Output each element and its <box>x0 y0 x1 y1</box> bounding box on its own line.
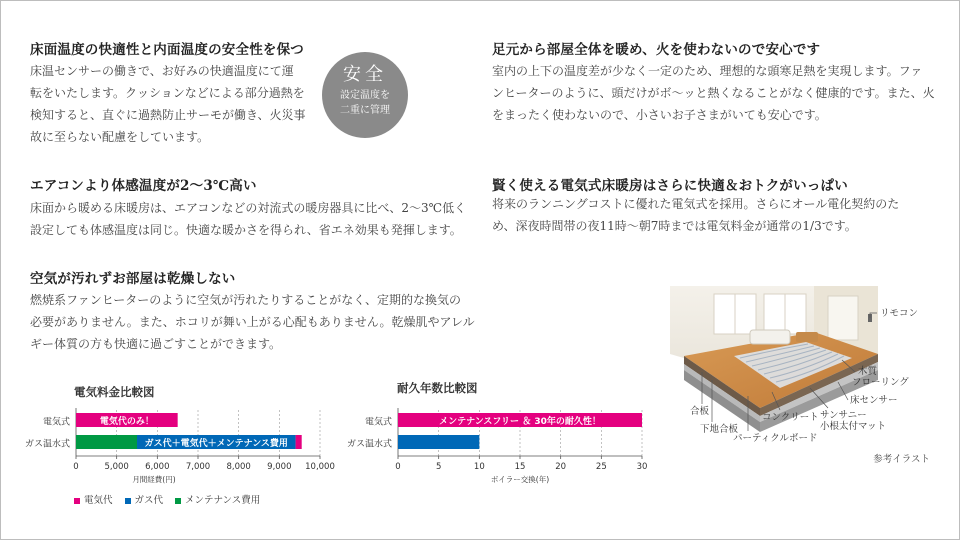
durability-chart <box>336 404 666 488</box>
bar-label: 電気代のみ！ <box>99 417 154 427</box>
category-label: 電気式 <box>364 417 392 428</box>
callout-sunsunny: サンサニー <box>820 410 867 421</box>
legend-label: メンテナンス費用 <box>185 495 261 506</box>
section-body-clean-air <box>30 289 490 355</box>
electricity-cost-chart <box>14 404 344 488</box>
tick-label: 25 <box>595 462 607 472</box>
tick-label: 7,000 <box>185 462 211 472</box>
text-line: 燃焼系ファンヒーターのように空気が汚れたりすることがなく、定期的な換気の <box>30 293 462 307</box>
text-line: をまったく使わないので、小さいお子さまがいても安心です。 <box>492 108 827 122</box>
bar-label: メンテナンスフリー ＆ 30年の耐久性！ <box>439 417 601 427</box>
category-label: ガス温水式 <box>24 439 70 450</box>
legend-label: ガス代 <box>134 495 164 506</box>
tick-label: 5 <box>435 462 442 472</box>
section-body-whole-room <box>492 60 942 126</box>
badge-line: 設定温度を <box>340 90 390 101</box>
bar-label: ガス代＋電気代＋メンテナンス費用 <box>144 439 288 449</box>
tick-label: 8,000 <box>226 462 251 472</box>
text-line: 床温センサーの働きで、お好みの快適温度にて運 <box>30 64 294 78</box>
section-body-electric-floor-heating <box>492 193 942 237</box>
callout-remote: リモコン <box>880 308 919 319</box>
text-line: 設定しても体感温度は同じ。快適な暖かさを得られ、省エネ効果も発揮します。 <box>30 223 462 237</box>
section-body-sensible-temperature <box>30 197 480 241</box>
text-line: 検知すると、直ぐに過熱防止サーモが働き、火災事 <box>30 108 306 122</box>
safety-badge <box>322 52 408 138</box>
text-line: ギー体質の方も快適に過ごすことができます。 <box>30 337 282 351</box>
callout-base-plywood: 下地合板 <box>700 424 739 435</box>
category-label: 電気式 <box>42 417 70 428</box>
legend-swatch <box>125 498 131 504</box>
tick-label: 9,000 <box>267 462 292 472</box>
callout-particle-board: パーティクルボード <box>733 433 818 444</box>
bar-segment <box>296 435 302 449</box>
tick-label: 0 <box>73 462 79 472</box>
badge-line: 二重に管理 <box>340 105 390 116</box>
section-heading-sensible-temperature: エアコンより体感温度が2～3℃高い <box>30 178 257 194</box>
chart-legend <box>74 492 260 506</box>
text-line: 室内の上下の温度差が少なく一定のため、理想的な頭寒足熱を実現します。ファ <box>492 64 923 78</box>
text-line: 床面から暖める床暖房は、エアコンなどの対流式の暖房器具に比べ、2～3℃低く <box>30 201 467 215</box>
legend-label: 電気代 <box>84 495 113 506</box>
section-body-floor-temperature <box>30 60 320 148</box>
callout-floor-sensor: 床センサー <box>850 395 898 406</box>
tick-label: 10,000 <box>305 462 335 472</box>
tick-label: 20 <box>555 462 567 472</box>
callout-flooring: フローリング <box>852 377 909 388</box>
callout-concrete: コンクリート <box>762 412 819 423</box>
callout-plywood: 合板 <box>690 406 710 417</box>
section-heading-floor-temperature: 床面温度の快適性と内面温度の安全性を保つ <box>30 42 304 58</box>
badge-title: 安全 <box>343 64 387 85</box>
legend-item-electric <box>74 492 113 506</box>
section-heading-clean-air: 空気が汚れずお部屋は乾燥しない <box>30 271 236 287</box>
category-label: ガス温水式 <box>346 439 392 450</box>
chart-title-durability: 耐久年数比較図 <box>397 381 478 395</box>
text-line: 故に至らない配慮をしています。 <box>30 130 210 144</box>
illustration-caption: 参考イラスト <box>873 454 930 465</box>
text-line: 必要がありません。また、ホコリが舞い上がる心配もありません。乾燥肌やアレル <box>30 315 475 329</box>
text-line: 転をいたします。クッションなどによる部分過熱を <box>30 86 305 100</box>
text-line: ンヒーターのように、頭だけがボ～ッと熱くなることがなく健康的です。また、火 <box>492 86 935 100</box>
legend-swatch <box>74 498 80 504</box>
tick-label: 6,000 <box>145 462 170 472</box>
tick-label: 5,000 <box>104 462 129 472</box>
tick-label: 0 <box>395 462 401 472</box>
callout-wood: 木質 <box>858 366 878 377</box>
legend-item-maintenance <box>175 492 260 506</box>
x-axis-title: 月間経費(円) <box>132 475 176 484</box>
tick-label: 30 <box>636 462 648 472</box>
section-heading-electric-floor-heating: 賢く使える電気式床暖房はさらに快適＆おトクがいっぱい <box>492 178 848 194</box>
section-heading-whole-room: 足元から部屋全体を暖め、火を使わないので安心です <box>492 42 821 58</box>
tick-label: 10 <box>473 462 485 472</box>
text-line: め、深夜時間帯の夜11時～朝7時までは電気料金が通常の1/3です。 <box>492 219 857 233</box>
legend-swatch <box>175 498 181 504</box>
callout-root-mat: 小根太付マット <box>820 421 887 432</box>
text-line: 将来のランニングコストに優れた電気式を採用。さらにオール電化契約のた <box>492 197 900 211</box>
tick-label: 15 <box>514 462 526 472</box>
legend-item-gas <box>125 492 164 506</box>
chart-title-electricity-cost: 電気料金比較図 <box>74 385 155 399</box>
bar-segment <box>76 435 137 449</box>
bar-segment <box>398 435 479 449</box>
x-axis-title: ボイラー交換(年) <box>490 475 550 484</box>
